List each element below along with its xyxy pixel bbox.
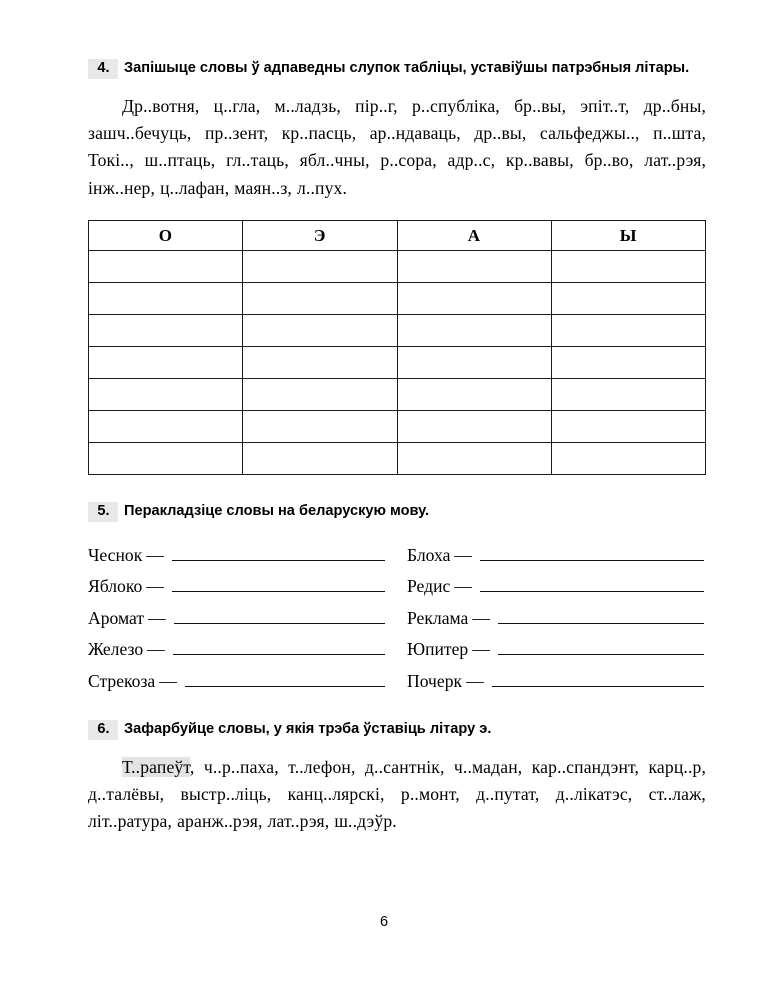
answer-blank[interactable] xyxy=(172,574,385,592)
answer-blank[interactable] xyxy=(172,543,385,561)
table-row xyxy=(89,379,706,411)
dash-separator: — xyxy=(146,576,164,597)
table-cell[interactable] xyxy=(243,379,397,411)
dash-separator: — xyxy=(148,607,166,628)
table-cell[interactable] xyxy=(89,443,243,475)
table-cell[interactable] xyxy=(397,443,551,475)
table-cell[interactable] xyxy=(551,283,705,315)
translation-term: Блоха xyxy=(407,544,451,565)
exercise-5 xyxy=(88,501,706,697)
exercise-4-word-list: Др..вотня, ц..гла, м..ладзь, пір..г, р..спубліка, бр..вы, эпіт..т, др..бны, зашч..бечуць, пр..зент, кр..пасць, ар..ндаваць, др..вы, сальфеджы.., п..шта, Токі.., ш..птаць, гл..таць, ябл..чны, р..сора, адр..с, кр..вавы, бр..во, лат..рэя, інж..нер, ц..лафан, маян..з, л..пух. xyxy=(88,95,706,198)
table-header xyxy=(89,221,706,251)
spacer xyxy=(88,697,706,719)
table-row xyxy=(89,315,706,347)
table-cell[interactable] xyxy=(397,347,551,379)
exercise-6-heading-row xyxy=(88,719,706,740)
table-cell[interactable] xyxy=(551,411,705,443)
answer-blank[interactable] xyxy=(480,543,704,561)
dash-separator: — xyxy=(454,544,472,565)
table-cell[interactable] xyxy=(89,379,243,411)
translation-pair xyxy=(407,666,710,698)
translation-term: Чеснок xyxy=(88,544,143,565)
exercise-6-word-list xyxy=(88,754,706,836)
translation-term: Почерк xyxy=(407,670,463,691)
translation-pair xyxy=(88,634,391,666)
exercise-5-heading-text: Перакладзіце словы на беларускую мову. xyxy=(124,503,430,520)
table-cell[interactable] xyxy=(397,411,551,443)
translation-pair xyxy=(88,540,391,572)
answer-blank[interactable] xyxy=(498,637,704,655)
dash-separator: — xyxy=(466,670,484,691)
translation-pair xyxy=(407,540,710,572)
translation-pair xyxy=(407,634,710,666)
table-row xyxy=(89,251,706,283)
table-cell[interactable] xyxy=(89,347,243,379)
table-cell[interactable] xyxy=(551,315,705,347)
translation-term: Реклама xyxy=(407,607,469,628)
answer-blank[interactable] xyxy=(174,606,385,624)
table-cell[interactable] xyxy=(397,251,551,283)
translation-term: Юпитер xyxy=(407,639,469,660)
table-cell[interactable] xyxy=(551,379,705,411)
table-cell[interactable] xyxy=(89,315,243,347)
dash-separator: — xyxy=(472,639,490,660)
table-header-e: Э xyxy=(243,221,397,251)
exercise-6-heading-text: Зафарбуйце словы, у якія трэба ўставіць літару э. xyxy=(124,721,492,738)
table-cell[interactable] xyxy=(89,411,243,443)
answer-blank[interactable] xyxy=(492,669,704,687)
dash-separator: — xyxy=(472,607,490,628)
dash-separator: — xyxy=(146,544,164,565)
exercise-4-number: 4. xyxy=(88,59,118,79)
table-body xyxy=(89,251,706,475)
answer-blank[interactable] xyxy=(173,637,385,655)
exercise-4-heading-row xyxy=(88,58,706,79)
translation-term: Редис xyxy=(407,576,451,597)
page-number: 6 xyxy=(379,914,389,930)
translation-pair xyxy=(407,571,710,603)
spacer xyxy=(88,79,706,93)
answer-blank[interactable] xyxy=(185,669,385,687)
translation-term: Железо xyxy=(88,639,144,660)
vowel-sorting-table xyxy=(88,220,706,475)
exercise-4-heading-text: Запішыце словы ў адпаведны слупок табліцы, уставіўшы патрэбныя літары. xyxy=(124,60,690,76)
answer-blank[interactable] xyxy=(498,606,704,624)
highlighted-word[interactable]: Т..рапеўт xyxy=(122,756,190,777)
translation-pair xyxy=(88,603,391,635)
spacer xyxy=(88,740,706,754)
spacer xyxy=(88,475,706,501)
translation-pair xyxy=(407,603,710,635)
table-cell[interactable] xyxy=(243,315,397,347)
exercise-4 xyxy=(88,58,706,475)
exercise-5-number: 5. xyxy=(88,502,118,522)
exercise-6 xyxy=(88,719,706,836)
answer-blank[interactable] xyxy=(480,574,704,592)
table-cell[interactable] xyxy=(89,283,243,315)
table-cell[interactable] xyxy=(397,379,551,411)
table-header-a: А xyxy=(397,221,551,251)
translation-term: Яблоко xyxy=(88,576,143,597)
table-cell[interactable] xyxy=(397,315,551,347)
table-cell[interactable] xyxy=(243,347,397,379)
translation-term: Стрекоза xyxy=(88,670,156,691)
table-cell[interactable] xyxy=(551,347,705,379)
table-cell[interactable] xyxy=(397,283,551,315)
translation-term: Аромат xyxy=(88,607,145,628)
table-cell[interactable] xyxy=(551,251,705,283)
dash-separator: — xyxy=(147,639,165,660)
table-row xyxy=(89,443,706,475)
table-cell[interactable] xyxy=(243,251,397,283)
table-header-o: О xyxy=(89,221,243,251)
exercise-6-number: 6. xyxy=(88,720,118,740)
exercise-5-heading-row xyxy=(88,501,706,522)
dash-separator: — xyxy=(454,576,472,597)
translation-pair xyxy=(88,666,391,698)
table-cell[interactable] xyxy=(551,443,705,475)
table-cell[interactable] xyxy=(243,283,397,315)
table-header-row xyxy=(89,221,706,251)
table-cell[interactable] xyxy=(243,411,397,443)
exercise-6-word-list-rest: , ч..р..паха, т..лефон, д..сантнік, ч..мадан, кар..спандэнт, карц..р, д..талёвы, выстр..ліць, канц..лярскі, р..монт, д..путат, д..лікатэс, ст..лаж, літ..ратура, аранж..рэя, лат..рэя, ш..дэўр. xyxy=(88,756,706,832)
table-cell[interactable] xyxy=(89,251,243,283)
dash-separator: — xyxy=(159,670,177,691)
table-header-y: Ы xyxy=(551,221,705,251)
table-row xyxy=(89,347,706,379)
translation-pair xyxy=(88,571,391,603)
table-row xyxy=(89,283,706,315)
table-cell[interactable] xyxy=(243,443,397,475)
translation-pairs-grid xyxy=(88,540,710,698)
table-row xyxy=(89,411,706,443)
